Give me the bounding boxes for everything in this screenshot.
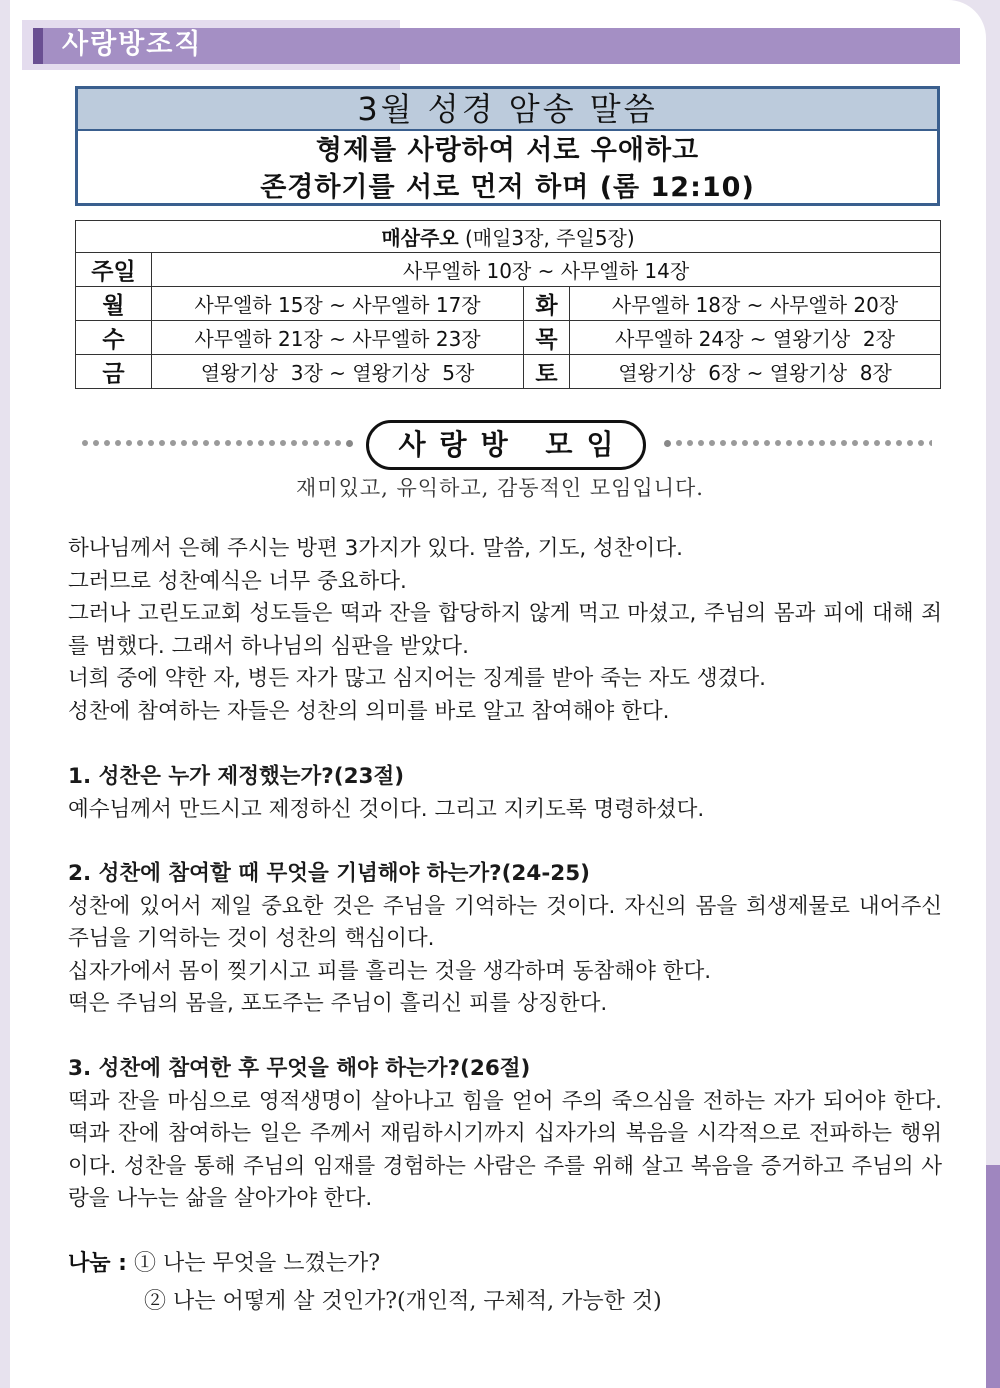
question-heading: 1. 성찬은 누가 제정했는가?(23절)	[68, 764, 405, 789]
reading-row-sunday	[76, 253, 941, 287]
answer-line: 떡은 주님의 몸을, 포도주는 주님이 흘리신 피를 상징한다.	[68, 991, 608, 1016]
divider-dot	[203, 440, 209, 446]
reading-range: 사무엘하 15장 ~ 사무엘하 17장	[152, 287, 524, 321]
reading-range: 사무엘하 24장 ~ 열왕기상 2장	[570, 321, 941, 355]
divider-dot	[82, 440, 88, 446]
divider-dot	[280, 440, 286, 446]
reading-range: 열왕기상 6장 ~ 열왕기상 8장	[570, 355, 941, 389]
sharing-question-1: ① 나는 무엇을 느꼈는가?	[133, 1251, 381, 1276]
question-2	[68, 858, 942, 1021]
divider-dot	[313, 440, 319, 446]
divider-dot	[192, 440, 198, 446]
day-label: 금	[76, 355, 152, 389]
day-label: 목	[524, 321, 570, 355]
divider-dot	[852, 440, 858, 446]
right-accent-bar	[986, 1165, 1000, 1388]
reading-header-row	[76, 221, 941, 253]
divider-dot	[664, 440, 671, 447]
reading-row	[76, 287, 941, 321]
section-title: 사랑방조직	[62, 29, 203, 60]
section-header-notch	[33, 28, 43, 64]
divider-dot	[687, 440, 693, 446]
divider-dot	[874, 440, 880, 446]
sharing-label: 나눔 :	[68, 1251, 127, 1276]
reading-range: 열왕기상 3장 ~ 열왕기상 5장	[152, 355, 524, 389]
memory-verse-line-1: 형제를 사랑하여 서로 우애하고	[315, 135, 700, 166]
reading-range: 사무엘하 21장 ~ 사무엘하 23장	[152, 321, 524, 355]
divider-dot	[115, 440, 121, 446]
divider-dot	[775, 440, 781, 446]
divider-dot	[698, 440, 704, 446]
meeting-title-pill: 사랑방 모임	[366, 420, 646, 470]
memory-verse-box	[75, 86, 940, 206]
divider-dot	[148, 440, 154, 446]
divider-dot	[709, 440, 715, 446]
memory-verse-line-2: 존경하기를 서로 먼저 하며 (롬 12:10)	[260, 172, 755, 203]
divider-dot	[907, 440, 913, 446]
reading-row	[76, 321, 941, 355]
reading-header-bold: 매삼주오	[381, 226, 459, 250]
reading-header	[76, 221, 941, 253]
divider-dot	[863, 440, 869, 446]
divider-dot	[764, 440, 770, 446]
bible-reading-table	[75, 220, 941, 389]
intro-line: 하나님께서 은혜 주시는 방편 3가지가 있다. 말씀, 기도, 성찬이다.	[68, 536, 683, 561]
divider-dot	[731, 440, 737, 446]
dotted-divider-left	[82, 438, 360, 448]
divider-dot	[225, 440, 231, 446]
reading-row	[76, 355, 941, 389]
sharing-question-2: ② 나는 어떻게 살 것인가?(개인적, 구체적, 가능한 것)	[144, 1289, 662, 1314]
divider-dot	[137, 440, 143, 446]
divider-dot	[830, 440, 836, 446]
intro-line: 그러나 고린도교회 성도들은 떡과 잔을 합당하지 않게 먹고 마셨고, 주님의 몸과 피에 대해 죄를 범했다. 그래서 하나님의 심판을 받았다.	[68, 601, 942, 659]
dotted-divider-right	[664, 438, 932, 448]
reading-header-rest: (매일3장, 주일5장)	[458, 226, 635, 250]
question-1	[68, 761, 942, 826]
divider-dot	[753, 440, 759, 446]
divider-dot	[786, 440, 792, 446]
question-3	[68, 1053, 942, 1216]
intro-line: 성찬에 참여하는 자들은 성찬의 의미를 바로 알고 참여해야 한다.	[68, 698, 670, 724]
divider-dot	[214, 440, 220, 446]
memory-verse-title: 3월 성경 암송 말씀	[78, 89, 937, 131]
divider-dot	[918, 440, 924, 446]
divider-dot	[896, 440, 902, 446]
divider-dot	[126, 440, 132, 446]
divider-dot	[797, 440, 803, 446]
divider-dot	[324, 440, 330, 446]
divider-dot	[104, 440, 110, 446]
divider-dot	[720, 440, 726, 446]
divider-dot	[676, 440, 682, 446]
divider-dot	[170, 440, 176, 446]
answer-line: 성찬에 있어서 제일 중요한 것은 주님을 기억하는 것이다. 자신의 몸을 희생제물로 내어주신 주님을 기억하는 것이 성찬의 핵심이다.	[68, 893, 942, 951]
day-label: 토	[524, 355, 570, 389]
divider-dot	[742, 440, 748, 446]
divider-dot	[93, 440, 99, 446]
sharing-row-1	[68, 1245, 942, 1283]
divider-dot	[181, 440, 187, 446]
divider-dot	[302, 440, 308, 446]
divider-dot	[269, 440, 275, 446]
divider-dot	[236, 440, 242, 446]
day-label: 주일	[76, 253, 152, 287]
answer-line: 떡과 잔을 마심으로 영적생명이 살아나고 힘을 얻어 주의 죽으심을 전하는 자가 되어야 한다. 떡과 잔에 참여하는 일은 주께서 재림하시기까지 십자가의 복음을 시각적으로 전파하는 행위이다. 성찬을 통해 주님의 임재를 경험하는 사람은 주를 위해 살고 복음을 증거하고 주님의 사랑을 나누는 삶을 살아가야 한다.	[68, 1088, 942, 1211]
divider-dot	[247, 440, 253, 446]
day-label: 월	[76, 287, 152, 321]
reading-range: 사무엘하 18장 ~ 사무엘하 20장	[570, 287, 941, 321]
intro-line: 그러므로 성찬예식은 너무 중요하다.	[68, 568, 407, 594]
divider-dot	[929, 440, 932, 446]
divider-dot	[291, 440, 297, 446]
sharing-row-2	[68, 1283, 942, 1321]
divider-dot	[819, 440, 825, 446]
divider-dot	[346, 440, 353, 447]
meeting-subtitle: 재미있고, 유익하고, 감동적인 모임입니다.	[296, 476, 704, 500]
answer-line: 십자가에서 몸이 찢기시고 피를 흘리는 것을 생각하며 동참해야 한다.	[68, 958, 712, 984]
divider-dot	[841, 440, 847, 446]
question-heading: 2. 성찬에 참여할 때 무엇을 기념해야 하는가?(24-25)	[68, 861, 590, 886]
question-heading: 3. 성찬에 참여한 후 무엇을 해야 하는가?(26절)	[68, 1056, 531, 1081]
divider-dot	[885, 440, 891, 446]
intro-line: 너희 중에 약한 자, 병든 자가 많고 심지어는 징계를 받아 죽는 자도 생겼다.	[68, 666, 766, 691]
sharing-section	[68, 1245, 942, 1321]
day-label: 화	[524, 287, 570, 321]
divider-dot	[808, 440, 814, 446]
divider-dot	[258, 440, 264, 446]
divider-dot	[335, 440, 341, 446]
reading-range: 사무엘하 10장 ~ 사무엘하 14장	[152, 253, 941, 287]
day-label: 수	[76, 321, 152, 355]
divider-dot	[159, 440, 165, 446]
intro-paragraph	[68, 533, 942, 728]
answer-line: 예수님께서 만드시고 제정하신 것이다. 그리고 지키도록 명령하셨다.	[68, 796, 705, 822]
